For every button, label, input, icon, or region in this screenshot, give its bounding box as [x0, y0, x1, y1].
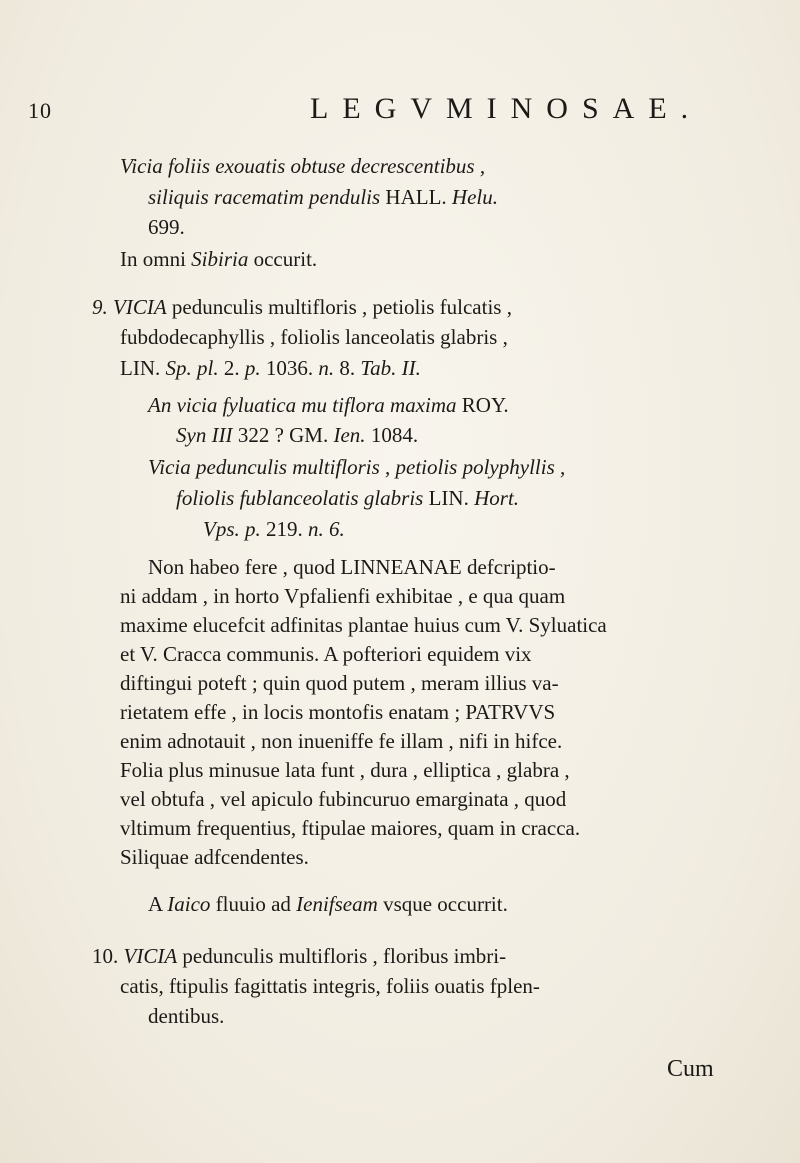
entry9-foliolis: foliolis fublanceolatis glabris [176, 486, 424, 510]
para2 [148, 890, 508, 918]
para1-line-6: rietatem effe , in locis montofis enatam ; PATRVVS [120, 700, 556, 724]
entry8-siliquis: siliquis racematim pendulis [148, 185, 381, 209]
entry9-vps-page: 219. [266, 517, 303, 541]
entry9-line4 [148, 391, 509, 419]
entry9-ien: Ien. [333, 423, 366, 447]
entry9-syn-iii: Syn III [176, 423, 233, 447]
para1-line-4: et V. Cracca communis. A pofteriori equidem vix [120, 642, 532, 666]
para2-place-ienisseam: Ienifseam [296, 892, 378, 916]
entry10-line3: dentibus. [148, 1004, 225, 1028]
entry8-ref: HALL. [385, 185, 447, 209]
entry9-line2: fubdodecaphyllis , foliolis lanceolatis glabris , [120, 325, 508, 349]
page-number: 10 [28, 98, 52, 123]
para1-line-10: vltimum frequentius, ftipulae maiores, quam in cracca. [120, 816, 581, 840]
para1-line-9: vel obtufa , vel apiculo fubincuruo emarginata , quod [120, 787, 567, 811]
para1-line-1: Non habeo fere , quod LINNEANAE defcriptio- [148, 555, 556, 579]
entry8-line3: 699. [148, 215, 185, 239]
entry9-lin2: LIN. [428, 486, 469, 510]
para2-prefix: A [148, 892, 163, 916]
entry8-place: Sibiria [191, 247, 249, 271]
entry9-ien-num: 1084. [370, 423, 419, 447]
running-title: LEGVMINOSAE. [310, 92, 703, 125]
entry9-ref-p: p. [244, 356, 261, 380]
page-header [28, 92, 703, 132]
entry9-vps-n: n. [308, 517, 324, 541]
entry9-ref-page: 1036. [265, 356, 314, 380]
entry9-genus: VICIA [113, 295, 167, 319]
para1-line-3: maxime elucefcit adfinitas plantae huius cum V. Syluatica [120, 613, 607, 637]
entry9-ref-sp: Sp. pl. [165, 356, 219, 380]
entry8-line1: Vicia foliis exouatis obtuse decrescentibus , [120, 154, 486, 178]
entry9-ref-num: 8. [339, 356, 356, 380]
entry9-diagnosis-1: pedunculis multifloris , petiolis fulcatis , [171, 295, 512, 319]
entry9-ref-lin: LIN. [120, 356, 161, 380]
entry8-line2 [148, 183, 498, 211]
entry9-ref-vol: 2. [223, 356, 240, 380]
entry10-line2: catis, ftipulis fagittatis integris, foliis ouatis fplen- [120, 974, 540, 998]
entry8-ref-helu: Helu. [451, 185, 498, 209]
entry9-gm: 322 ? GM. [237, 423, 329, 447]
para1-line-5: diftingui poteft ; quin quod putem , meram illius va- [120, 671, 559, 695]
para2-suffix: vsque occurrit. [383, 892, 508, 916]
entry9-ref-tabnum: II. [401, 356, 421, 380]
para1-line-8: Folia plus minusue lata funt , dura , elliptica , glabra , [120, 758, 570, 782]
entry8-line4 [120, 245, 317, 273]
entry9-line8 [203, 515, 345, 543]
entry9-vps-num: 6. [329, 517, 345, 541]
para2-middle: fluuio ad [215, 892, 291, 916]
catchword: Cum [667, 1056, 714, 1082]
entry9-line7 [176, 484, 519, 512]
para1-line-7: enim adnotauit , non inueniffe fe illam , nifi in hifce. [120, 729, 563, 753]
entry9-ref-tab: Tab. [360, 356, 397, 380]
entry9-number: 9. [92, 295, 108, 319]
entry9-line3 [120, 354, 421, 382]
entry9-roy: ROY. [461, 393, 509, 417]
entry9-line1 [92, 293, 512, 321]
entry9-vps-p: p. [245, 517, 261, 541]
entry9-line5 [176, 421, 418, 449]
para1-line-2: ni addam , in horto Vpfalienfi exhibitae , e qua quam [120, 584, 566, 608]
entry9-line6: Vicia pedunculis multifloris , petiolis polyphyllis , [148, 455, 566, 479]
entry10-diagnosis-1: pedunculis multifloris , floribus imbri- [182, 944, 507, 968]
entry9-ref-n: n. [318, 356, 335, 380]
entry8-prefix: In omni [120, 247, 186, 271]
entry8-suffix: occurit. [253, 247, 318, 271]
para2-place-iaico: Iaico [167, 892, 211, 916]
entry10-number: 10. [92, 944, 119, 968]
entry9-vps: Vps. [203, 517, 240, 541]
entry10-line1 [92, 942, 506, 970]
entry10-genus: VICIA [123, 944, 178, 968]
entry9-hort: Hort. [474, 486, 520, 510]
para1-line-11: Siliquae adfcendentes. [120, 845, 309, 869]
entry9-syn-roy: An vicia fyluatica mu tiflora maxima [148, 393, 457, 417]
